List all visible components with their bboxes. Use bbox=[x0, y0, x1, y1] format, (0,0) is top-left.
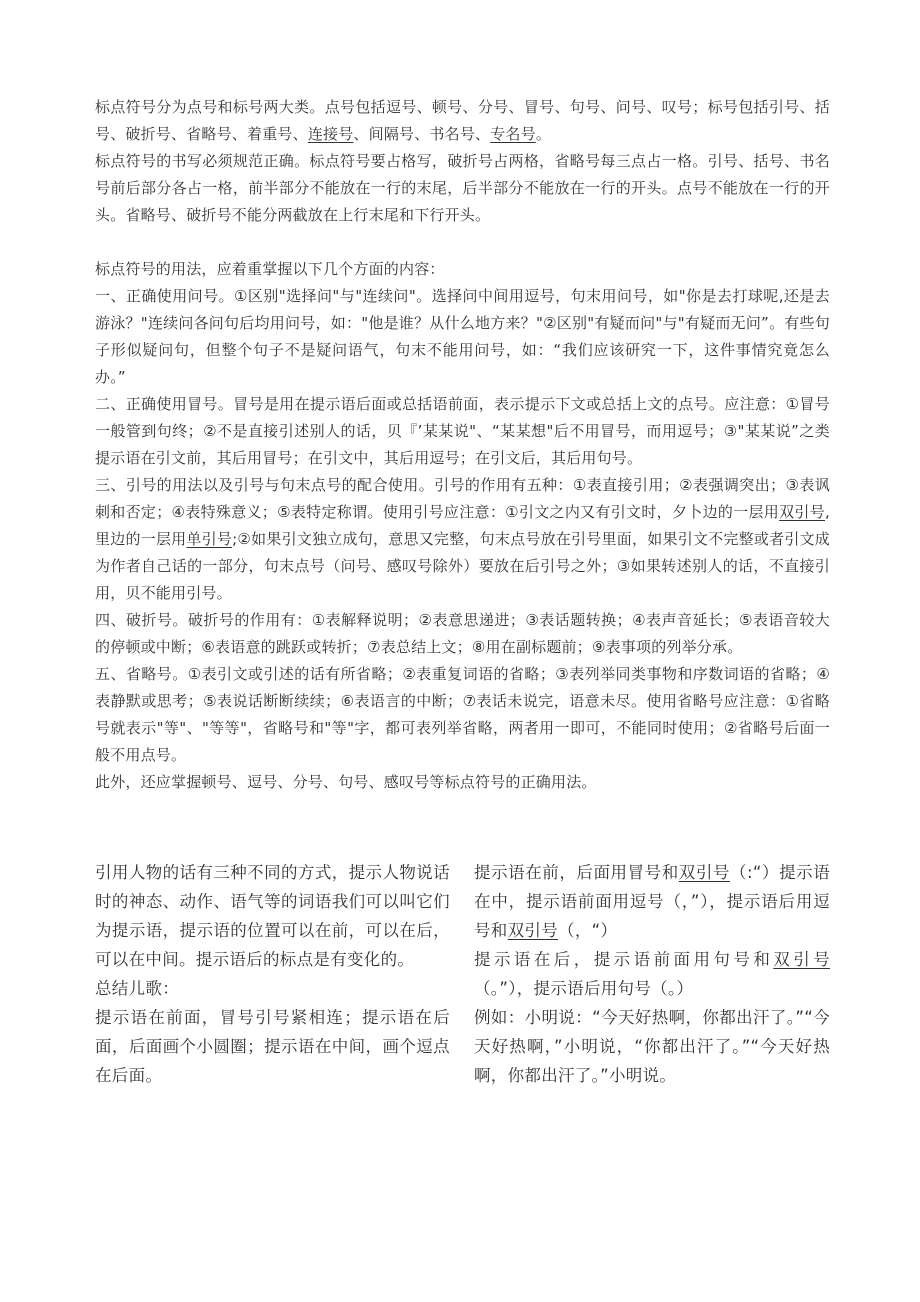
usage-section-ellipsis: 五、省略号。①表引文或引述的话有所省略；②表重复词语的省略；③表列举同类事物和序数词语的省略；④表静默或思考；⑤表说话断断续续；⑥表语言的中断；⑦表话未说完，语意未尽。使用省略号应注意：①省略号就表示"等"、"等等"，省略号和"等"字，都可表列举省略，两者用一即可，不能同时使用；②省略号后面一般不用点号。 bbox=[95, 665, 830, 764]
right-column bbox=[474, 858, 830, 1090]
right-p2-text-b: （。”），提示语后用句号（。） bbox=[474, 979, 694, 998]
paragraph-gap bbox=[95, 229, 830, 256]
usage-section-quotation-marks bbox=[95, 472, 830, 607]
usage-s3-text-c: ;②如果引文独立成句，意思又完整，句末点号放在引号里面，如果引文不完整或者引文成为作者自己话的一部分，句末点号（问号、感叹号除外）要放在后引号之外；③如果转述别人的话，不直接引用，贝不能用引号。 bbox=[95, 530, 831, 602]
intro-p1-underline-connector: 连接号 bbox=[307, 125, 354, 143]
intro-p1-text-b: 、间隔号、书名号、 bbox=[353, 125, 491, 143]
usage-heading: 标点符号的用法，应着重掌握以下几个方面的内容： bbox=[95, 260, 445, 278]
usage-s3-underline-double-quote: 双引号 bbox=[779, 503, 826, 521]
usage-section-dash: 四、破折号。破折号的作用有：①表解释说明；②表意思递进；③表话题转换；④表声音延长；⑤表语音较大的停顿或中断；⑥表语意的跳跃或转折；⑦表总结上文；⑧用在副标题前；⑨表事项的列举分承。 bbox=[95, 611, 830, 656]
usage-section-question-mark: 一、正确使用问号。①区别"选择问"与"连续问"。选择问中间用逗号，句末用问号，如"你是去打球呢,还是去游泳？"连续问各问句后均用问号，如："他是谁？从什么地方来？"②区别"有疑而问"与"有疑而无问”。有些句子形似疑问句，但整个句子不是疑问语气，句末不能用问号，如：“我们应该研究一下，这件事情究竟怎么办。” bbox=[95, 287, 830, 386]
right-p1-text-b: （:“）提示语在中，提示语前面用逗号（，”），提示语后用逗号和 bbox=[474, 863, 830, 940]
left-column bbox=[95, 858, 450, 1090]
usage-s3-underline-single-quote: 单引号 bbox=[186, 530, 233, 548]
right-p1-text-c: （，“） bbox=[558, 921, 618, 940]
right-p1-underline-2: 双引号 bbox=[507, 921, 559, 940]
right-paragraph-2 bbox=[474, 945, 830, 1003]
intro-paragraph-1 bbox=[95, 94, 830, 148]
left-paragraph-2: 总结儿歌： bbox=[95, 979, 179, 998]
main-text-block bbox=[95, 94, 830, 796]
left-paragraph-3: 提示语在前面，冒号引号紧相连；提示语在后面，后面画个小圆圈；提示语在中间，画个逗点在后面。 bbox=[95, 1008, 450, 1085]
usage-section-colon: 二、正确使用冒号。冒号是用在提示语后面或总括语前面，表示提示下文或总括上文的点号。应注意：①冒号一般管到句终；②不是直接引述别人的话，贝『’某某说"、“某某想"后不用冒号，而用逗号；③"某某说”之类提示语在引文前，其后用冒号；在引文中，其后用逗号；在引文后，其后用句号。 bbox=[95, 395, 830, 467]
left-paragraph-1: 引用人物的话有三种不同的方式，提示人物说话时的神态、动作、语气等的词语我们可以叫它们为提示语，提示语的位置可以在前，可以在后，可以在中间。提示语后的标点是有变化的。 bbox=[95, 863, 450, 969]
right-p2-text-a: 提示语在后，提示语前面用句号和 bbox=[474, 950, 774, 969]
right-paragraph-3: 例如：小明说：“今天好热啊，你都出汗了。”“今天好热啊，”小明说，“你都出汗了。”“今天好热啊，你都出汗了。”小明说。 bbox=[474, 1008, 830, 1085]
usage-section-other: 此外，还应掌握顿号、逗号、分号、句号、感叹号等标点符号的正确用法。 bbox=[95, 773, 597, 791]
intro-p1-text-a: 标点符号分为点号和标号两大类。点号包括逗号、顿号、分号、冒号、句号、问号、叹号；标号包括引号、括号、破折号、省略号、着重号、 bbox=[95, 98, 830, 143]
intro-p1-text-c: 。 bbox=[535, 125, 552, 143]
usage-s3-text-a: 三、引号的用法以及引号与句末点号的配合使用。引号的作用有五种：①表直接引用；②表强调突出；③表讽刺和否定；④表特殊意义；⑤表特定称谓。使用引号应注意：①引文之内又有引文时，夕卜边的一层用 bbox=[95, 476, 830, 521]
right-p1-text-a: 提示语在前，后面用冒号和 bbox=[474, 863, 679, 882]
intro-p1-underline-proper-noun: 专名号 bbox=[490, 125, 536, 143]
usage-s3-text-b: ,里边的一层用 bbox=[95, 503, 830, 548]
intro-paragraph-2: 标点符号的书写必须规范正确。标点符号要占格写，破折号占两格，省略号每三点占一格。引号、括号、书名号前后部分各占一格，前半部分不能放在一行的末尾，后半部分不能放在一行的开头。点号不能放在一行的开头。省略号、破折号不能分两截放在上行末尾和下行开头。 bbox=[95, 152, 830, 224]
right-paragraph-1 bbox=[474, 858, 830, 945]
right-p1-underline-1: 双引号 bbox=[678, 863, 730, 882]
right-p2-underline: 双引号 bbox=[773, 950, 831, 969]
